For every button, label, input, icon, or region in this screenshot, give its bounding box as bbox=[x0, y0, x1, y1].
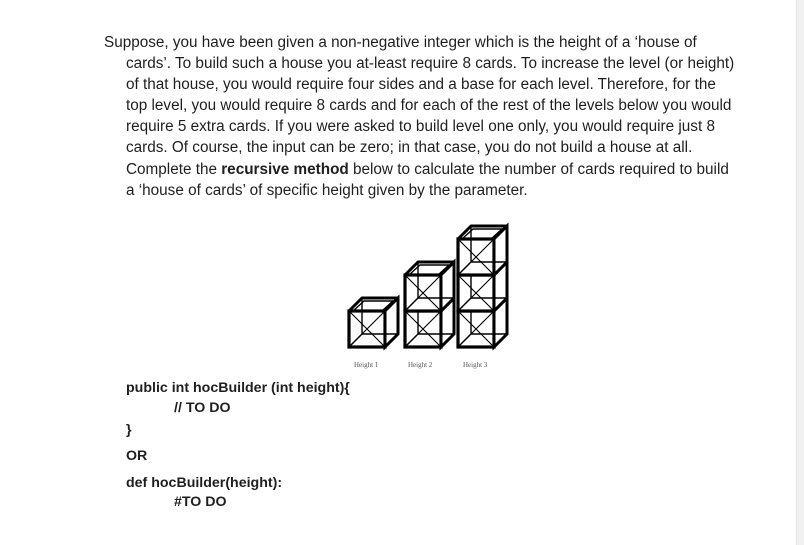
page-edge-scrollbar[interactable] bbox=[796, 0, 804, 545]
label-height-2: Height 2 bbox=[408, 361, 433, 369]
house-of-cards-figure bbox=[335, 222, 525, 374]
java-todo-comment: // TO DO bbox=[174, 400, 231, 416]
house-height-1 bbox=[349, 298, 398, 347]
java-method-signature: public int hocBuilder (int height){ bbox=[126, 380, 350, 396]
problem-emphasis: recursive method bbox=[221, 160, 349, 178]
label-height-3: Height 3 bbox=[463, 361, 488, 369]
house-height-3 bbox=[458, 226, 507, 347]
house-height-2 bbox=[405, 262, 454, 347]
problem-text-part1: Suppose, you have been given a non-negative integer which is the height of a ‘house of cards’. To build such a house you at-least require 8 cards. To increase the level (or height) of that house, you would require four sides and a base for each level. Therefore, for the top level, you would require 8 cards and for each of the rest of the levels below you would require 5 extra cards. If you were asked to build level one only, you would require just 8 cards. Of course, the input can be zero; in that case, you do not build a house at all. Complete the bbox=[104, 34, 735, 178]
problem-text-part2: below to calculate the number of cards required to build a ‘house of cards’ of specific height given by the parameter. bbox=[126, 160, 729, 199]
label-height-1: Height 1 bbox=[354, 361, 379, 369]
or-separator: OR bbox=[126, 448, 148, 464]
java-closing-brace: } bbox=[126, 422, 132, 438]
python-todo-comment: #TO DO bbox=[174, 494, 227, 510]
python-method-signature: def hocBuilder(height): bbox=[126, 475, 283, 491]
problem-statement bbox=[104, 32, 736, 201]
